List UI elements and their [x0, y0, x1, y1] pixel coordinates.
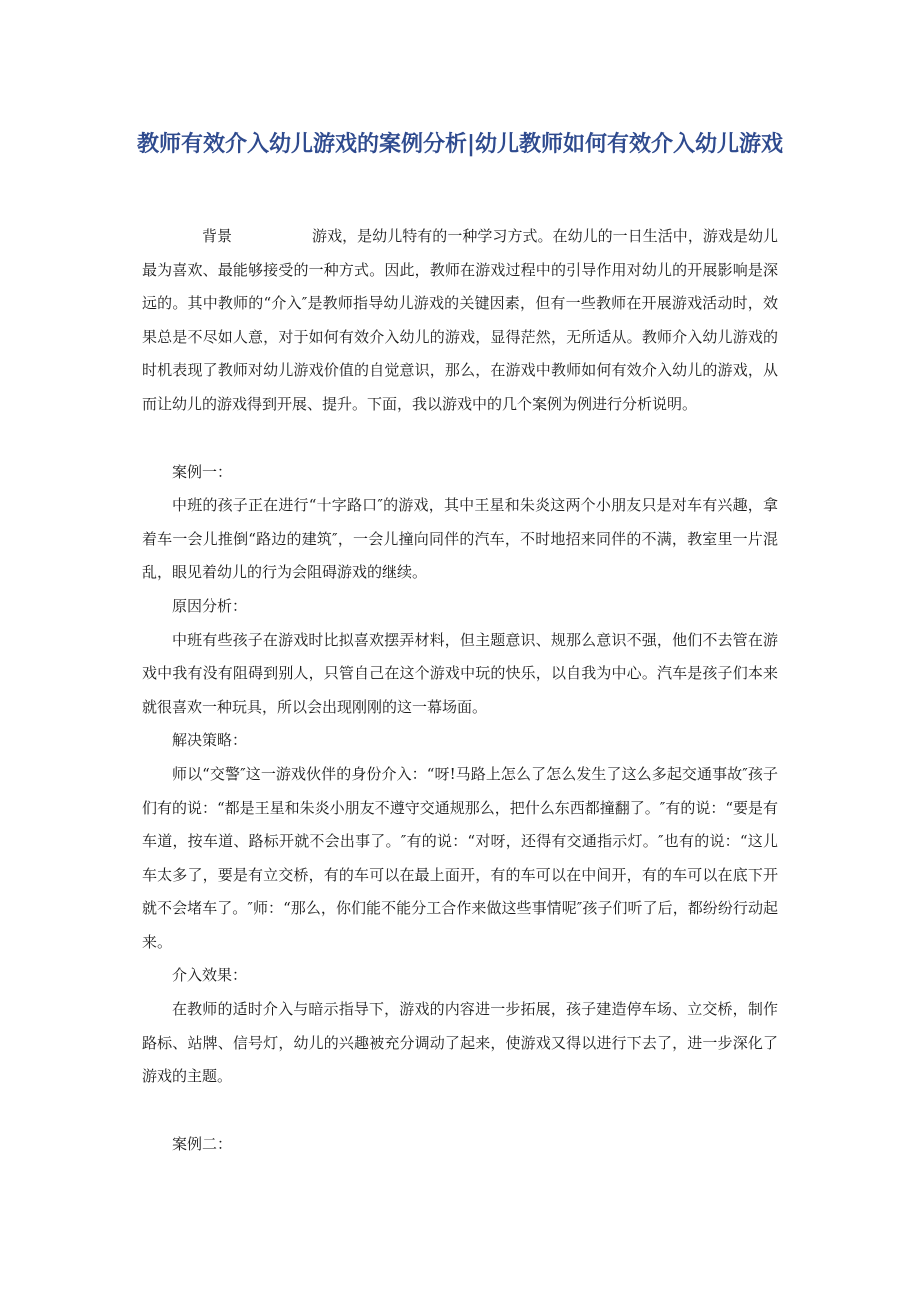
background-paragraph	[142, 220, 778, 422]
document-body	[142, 220, 778, 1161]
case1-strategy: 师以“交警″这一游戏伙伴的身份介入：“呀!马路上怎么了怎么发生了这么多起交通事故″孩子们有的说：“都是王星和朱炎小朋友不遵守交通规那么，把什么东西都撞翻了。″有的说：“要是有车道，按车道、路标开就不会出事了。″有的说：“对呀，还得有交通指示灯。″也有的说：“这儿车太多了，要是有立交桥，有的车可以在最上面开，有的车可以在中间开，有的车可以在底下开就不会堵车了。″师：“那么，你们能不能分工合作来做这些事情呢″孩子们听了后，都纷纷行动起来。	[142, 764, 778, 951]
case1-heading: 案例一：	[172, 462, 233, 481]
case1-description: 中班的孩子正在进行“十字路口″的游戏，其中王星和朱炎这两个小朋友只是对车有兴趣，拿着车一会儿推倒“路边的建筑″，一会儿撞向同伴的汽车，不时地招来同伴的不满，教室里一片混乱，眼见着幼儿的行为会阻碍游戏的继续。	[142, 496, 778, 582]
case1-analysis-heading: 原因分析：	[172, 596, 248, 615]
case1-strategy-heading: 解决策略：	[172, 731, 248, 750]
case1-effect-heading: 介入效果：	[172, 966, 248, 985]
background-text: 游戏，是幼儿特有的一种学习方式。在幼儿的一日生活中，游戏是幼儿最为喜欢、最能够接受的一种方式。因此，教师在游戏过程中的引导作用对幼儿的开展影响是深远的。其中教师的“介入″是教师指导幼儿游戏的关键因素，但有一些教师在开展游戏活动时，效果总是不尽如人意，对于如何有效介入幼儿的游戏，显得茫然，无所适从。教师介入幼儿游戏的时机表现了教师对幼儿游戏价值的自觉意识，那么，在游戏中教师如何有效介入幼儿的游戏，从而让幼儿的游戏得到开展、提升。下面，我以游戏中的几个案例为例进行分析说明。	[142, 227, 778, 413]
case2-heading: 案例二：	[172, 1134, 233, 1153]
case1-effect: 在教师的适时介入与暗示指导下，游戏的内容进一步拓展，孩子建造停车场、立交桥，制作路标、站牌、信号灯，幼儿的兴趣被充分调动了起来，使游戏又得以进行下去了，进一步深化了游戏的主题。	[142, 1000, 778, 1086]
document-title: 教师有效介入幼儿游戏的案例分析|幼儿教师如何有效介入幼儿游戏	[136, 132, 784, 157]
background-label: 背景	[202, 227, 233, 245]
section-gap	[142, 422, 778, 456]
section-gap	[142, 1094, 778, 1128]
case1-analysis: 中班有些孩子在游戏时比拟喜欢摆弄材料，但主题意识、规那么意识不强，他们不去管在游戏中我有没有阻碍到别人，只管自己在这个游戏中玩的快乐，以自我为中心。汽车是孩子们本来就很喜欢一种玩具，所以会出现刚刚的这一幕场面。	[142, 630, 778, 716]
